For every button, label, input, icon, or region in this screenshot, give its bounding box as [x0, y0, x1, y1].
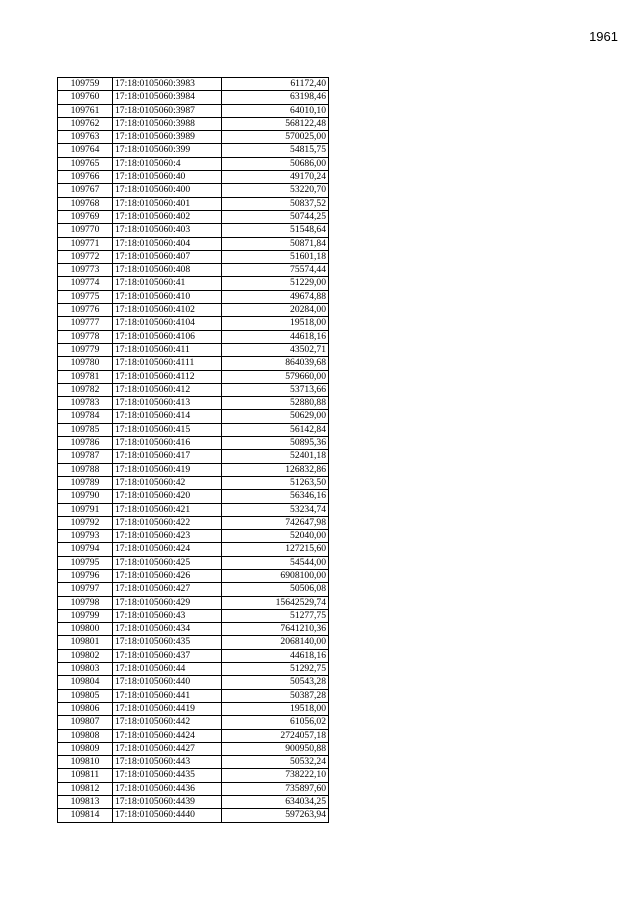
table-row: [58, 782, 329, 795]
table-row: [58, 343, 329, 356]
row-number-cell: 109768: [58, 197, 113, 210]
cadastral-value-cell: 56142,84: [222, 423, 329, 436]
cadastral-value-cell: 50895,36: [222, 437, 329, 450]
cadastral-number-cell: 17:18:0105060:407: [113, 250, 222, 263]
cadastral-number-cell: 17:18:0105060:40: [113, 171, 222, 184]
table-row: [58, 702, 329, 715]
cadastral-value-cell: 864039,68: [222, 357, 329, 370]
cadastral-number-cell: 17:18:0105060:417: [113, 450, 222, 463]
cadastral-value-cell: 61056,02: [222, 716, 329, 729]
table-row: [58, 290, 329, 303]
cadastral-value-table: [57, 77, 329, 823]
row-number-cell: 109776: [58, 304, 113, 317]
row-number-cell: 109813: [58, 796, 113, 809]
row-number-cell: 109803: [58, 663, 113, 676]
cadastral-number-cell: 17:18:0105060:425: [113, 556, 222, 569]
table-row: [58, 490, 329, 503]
cadastral-number-cell: 17:18:0105060:4424: [113, 729, 222, 742]
cadastral-value-cell: 54815,75: [222, 144, 329, 157]
table-row: [58, 569, 329, 582]
cadastral-value-cell: 19518,00: [222, 702, 329, 715]
table-row: [58, 264, 329, 277]
cadastral-number-cell: 17:18:0105060:44: [113, 663, 222, 676]
cadastral-value-cell: 15642529,74: [222, 596, 329, 609]
table-row: [58, 623, 329, 636]
cadastral-value-cell: 20284,00: [222, 304, 329, 317]
cadastral-value-cell: 54544,00: [222, 556, 329, 569]
table-row: [58, 357, 329, 370]
row-number-cell: 109791: [58, 503, 113, 516]
cadastral-number-cell: 17:18:0105060:408: [113, 264, 222, 277]
table-row: [58, 809, 329, 822]
cadastral-value-cell: 2724057,18: [222, 729, 329, 742]
cadastral-value-cell: 53234,74: [222, 503, 329, 516]
row-number-cell: 109799: [58, 609, 113, 622]
table-row: [58, 583, 329, 596]
table-row: [58, 237, 329, 250]
cadastral-value-cell: 63198,46: [222, 91, 329, 104]
cadastral-value-cell: 50871,84: [222, 237, 329, 250]
cadastral-value-cell: 50532,24: [222, 756, 329, 769]
table-row: [58, 104, 329, 117]
row-number-cell: 109773: [58, 264, 113, 277]
cadastral-number-cell: 17:18:0105060:401: [113, 197, 222, 210]
cadastral-number-cell: 17:18:0105060:4102: [113, 304, 222, 317]
cadastral-number-cell: 17:18:0105060:410: [113, 290, 222, 303]
cadastral-number-cell: 17:18:0105060:4439: [113, 796, 222, 809]
cadastral-number-cell: 17:18:0105060:4104: [113, 317, 222, 330]
row-number-cell: 109762: [58, 117, 113, 130]
cadastral-value-cell: 742647,98: [222, 516, 329, 529]
row-number-cell: 109765: [58, 157, 113, 170]
cadastral-number-cell: 17:18:0105060:3988: [113, 117, 222, 130]
cadastral-value-cell: 51229,00: [222, 277, 329, 290]
cadastral-value-cell: 50686,00: [222, 157, 329, 170]
table-row: [58, 769, 329, 782]
cadastral-number-cell: 17:18:0105060:3987: [113, 104, 222, 117]
table-row: [58, 277, 329, 290]
table-row: [58, 609, 329, 622]
table-row: [58, 503, 329, 516]
cadastral-value-cell: 51548,64: [222, 224, 329, 237]
cadastral-number-cell: 17:18:0105060:443: [113, 756, 222, 769]
table-row: [58, 756, 329, 769]
cadastral-value-cell: 44618,16: [222, 649, 329, 662]
cadastral-value-cell: 7641210,36: [222, 623, 329, 636]
row-number-cell: 109771: [58, 237, 113, 250]
table-row: [58, 450, 329, 463]
cadastral-number-cell: 17:18:0105060:419: [113, 463, 222, 476]
cadastral-number-cell: 17:18:0105060:440: [113, 676, 222, 689]
cadastral-value-cell: 579660,00: [222, 370, 329, 383]
cadastral-value-cell: 51601,18: [222, 250, 329, 263]
table-row: [58, 304, 329, 317]
cadastral-value-cell: 43502,71: [222, 343, 329, 356]
cadastral-number-cell: 17:18:0105060:420: [113, 490, 222, 503]
row-number-cell: 109767: [58, 184, 113, 197]
cadastral-number-cell: 17:18:0105060:4419: [113, 702, 222, 715]
cadastral-number-cell: 17:18:0105060:412: [113, 383, 222, 396]
row-number-cell: 109801: [58, 636, 113, 649]
row-number-cell: 109780: [58, 357, 113, 370]
table-row: [58, 78, 329, 91]
row-number-cell: 109794: [58, 543, 113, 556]
cadastral-value-cell: 56346,16: [222, 490, 329, 503]
table-body: [58, 78, 329, 823]
cadastral-value-cell: 126832,86: [222, 463, 329, 476]
row-number-cell: 109797: [58, 583, 113, 596]
table-row: [58, 117, 329, 130]
row-number-cell: 109761: [58, 104, 113, 117]
cadastral-number-cell: 17:18:0105060:42: [113, 476, 222, 489]
row-number-cell: 109763: [58, 131, 113, 144]
cadastral-number-cell: 17:18:0105060:424: [113, 543, 222, 556]
table-row: [58, 663, 329, 676]
table-row: [58, 543, 329, 556]
table-row: [58, 636, 329, 649]
cadastral-value-cell: 64010,10: [222, 104, 329, 117]
cadastral-value-cell: 570025,00: [222, 131, 329, 144]
cadastral-value-cell: 2068140,00: [222, 636, 329, 649]
row-number-cell: 109806: [58, 702, 113, 715]
row-number-cell: 109811: [58, 769, 113, 782]
table-row: [58, 250, 329, 263]
cadastral-number-cell: 17:18:0105060:3983: [113, 78, 222, 91]
cadastral-value-cell: 52880,88: [222, 397, 329, 410]
cadastral-value-cell: 597263,94: [222, 809, 329, 822]
row-number-cell: 109778: [58, 330, 113, 343]
cadastral-number-cell: 17:18:0105060:413: [113, 397, 222, 410]
table-row: [58, 437, 329, 450]
cadastral-number-cell: 17:18:0105060:402: [113, 210, 222, 223]
row-number-cell: 109760: [58, 91, 113, 104]
table-row: [58, 530, 329, 543]
row-number-cell: 109809: [58, 742, 113, 755]
table-row: [58, 596, 329, 609]
cadastral-value-cell: 52040,00: [222, 530, 329, 543]
row-number-cell: 109804: [58, 676, 113, 689]
table-row: [58, 317, 329, 330]
cadastral-value-cell: 735897,60: [222, 782, 329, 795]
row-number-cell: 109785: [58, 423, 113, 436]
cadastral-value-cell: 75574,44: [222, 264, 329, 277]
row-number-cell: 109774: [58, 277, 113, 290]
table-row: [58, 649, 329, 662]
row-number-cell: 109802: [58, 649, 113, 662]
table-row: [58, 210, 329, 223]
row-number-cell: 109764: [58, 144, 113, 157]
table-row: [58, 184, 329, 197]
cadastral-number-cell: 17:18:0105060:4435: [113, 769, 222, 782]
table-row: [58, 171, 329, 184]
page-number: 1961: [589, 29, 618, 44]
cadastral-value-cell: 49674,88: [222, 290, 329, 303]
cadastral-value-cell: 53713,66: [222, 383, 329, 396]
cadastral-value-cell: 50543,28: [222, 676, 329, 689]
cadastral-number-cell: 17:18:0105060:423: [113, 530, 222, 543]
row-number-cell: 109800: [58, 623, 113, 636]
cadastral-value-cell: 50744,25: [222, 210, 329, 223]
cadastral-number-cell: 17:18:0105060:426: [113, 569, 222, 582]
row-number-cell: 109775: [58, 290, 113, 303]
row-number-cell: 109798: [58, 596, 113, 609]
row-number-cell: 109783: [58, 397, 113, 410]
cadastral-number-cell: 17:18:0105060:435: [113, 636, 222, 649]
cadastral-number-cell: 17:18:0105060:416: [113, 437, 222, 450]
cadastral-value-cell: 19518,00: [222, 317, 329, 330]
row-number-cell: 109790: [58, 490, 113, 503]
cadastral-value-cell: 44618,16: [222, 330, 329, 343]
cadastral-number-cell: 17:18:0105060:400: [113, 184, 222, 197]
cadastral-number-cell: 17:18:0105060:404: [113, 237, 222, 250]
row-number-cell: 109772: [58, 250, 113, 263]
cadastral-number-cell: 17:18:0105060:427: [113, 583, 222, 596]
row-number-cell: 109805: [58, 689, 113, 702]
cadastral-number-cell: 17:18:0105060:403: [113, 224, 222, 237]
table-row: [58, 742, 329, 755]
table-row: [58, 131, 329, 144]
cadastral-value-cell: 50837,52: [222, 197, 329, 210]
table-row: [58, 729, 329, 742]
cadastral-number-cell: 17:18:0105060:4427: [113, 742, 222, 755]
table-row: [58, 676, 329, 689]
table-row: [58, 463, 329, 476]
table-row: [58, 796, 329, 809]
cadastral-number-cell: 17:18:0105060:442: [113, 716, 222, 729]
table-row: [58, 516, 329, 529]
row-number-cell: 109810: [58, 756, 113, 769]
row-number-cell: 109814: [58, 809, 113, 822]
row-number-cell: 109766: [58, 171, 113, 184]
cadastral-value-cell: 52401,18: [222, 450, 329, 463]
cadastral-value-cell: 61172,40: [222, 78, 329, 91]
cadastral-number-cell: 17:18:0105060:429: [113, 596, 222, 609]
cadastral-number-cell: 17:18:0105060:4440: [113, 809, 222, 822]
table-row: [58, 716, 329, 729]
table-row: [58, 197, 329, 210]
cadastral-value-cell: 634034,25: [222, 796, 329, 809]
table-row: [58, 224, 329, 237]
cadastral-value-cell: 127215,60: [222, 543, 329, 556]
cadastral-number-cell: 17:18:0105060:415: [113, 423, 222, 436]
row-number-cell: 109786: [58, 437, 113, 450]
table-row: [58, 689, 329, 702]
table-row: [58, 330, 329, 343]
table-row: [58, 157, 329, 170]
table-row: [58, 144, 329, 157]
table-row: [58, 397, 329, 410]
row-number-cell: 109781: [58, 370, 113, 383]
cadastral-number-cell: 17:18:0105060:421: [113, 503, 222, 516]
row-number-cell: 109787: [58, 450, 113, 463]
row-number-cell: 109784: [58, 410, 113, 423]
cadastral-value-cell: 49170,24: [222, 171, 329, 184]
cadastral-number-cell: 17:18:0105060:4112: [113, 370, 222, 383]
cadastral-value-cell: 50629,00: [222, 410, 329, 423]
cadastral-number-cell: 17:18:0105060:4111: [113, 357, 222, 370]
row-number-cell: 109788: [58, 463, 113, 476]
row-number-cell: 109795: [58, 556, 113, 569]
cadastral-value-cell: 738222,10: [222, 769, 329, 782]
row-number-cell: 109769: [58, 210, 113, 223]
row-number-cell: 109782: [58, 383, 113, 396]
cadastral-number-cell: 17:18:0105060:3984: [113, 91, 222, 104]
cadastral-number-cell: 17:18:0105060:4: [113, 157, 222, 170]
row-number-cell: 109807: [58, 716, 113, 729]
table-row: [58, 556, 329, 569]
row-number-cell: 109759: [58, 78, 113, 91]
cadastral-number-cell: 17:18:0105060:4106: [113, 330, 222, 343]
cadastral-value-cell: 53220,70: [222, 184, 329, 197]
row-number-cell: 109792: [58, 516, 113, 529]
cadastral-value-cell: 51263,50: [222, 476, 329, 489]
table-row: [58, 91, 329, 104]
cadastral-number-cell: 17:18:0105060:399: [113, 144, 222, 157]
row-number-cell: 109796: [58, 569, 113, 582]
cadastral-number-cell: 17:18:0105060:3989: [113, 131, 222, 144]
table-row: [58, 423, 329, 436]
cadastral-number-cell: 17:18:0105060:43: [113, 609, 222, 622]
cadastral-number-cell: 17:18:0105060:434: [113, 623, 222, 636]
row-number-cell: 109812: [58, 782, 113, 795]
cadastral-number-cell: 17:18:0105060:414: [113, 410, 222, 423]
row-number-cell: 109808: [58, 729, 113, 742]
row-number-cell: 109779: [58, 343, 113, 356]
cadastral-value-cell: 568122,48: [222, 117, 329, 130]
cadastral-value-cell: 51292,75: [222, 663, 329, 676]
cadastral-value-cell: 50387,28: [222, 689, 329, 702]
cadastral-value-cell: 50506,08: [222, 583, 329, 596]
row-number-cell: 109793: [58, 530, 113, 543]
cadastral-value-cell: 900950,88: [222, 742, 329, 755]
cadastral-number-cell: 17:18:0105060:411: [113, 343, 222, 356]
table-row: [58, 370, 329, 383]
table-row: [58, 476, 329, 489]
cadastral-value-cell: 6908100,00: [222, 569, 329, 582]
cadastral-number-cell: 17:18:0105060:437: [113, 649, 222, 662]
row-number-cell: 109789: [58, 476, 113, 489]
cadastral-number-cell: 17:18:0105060:441: [113, 689, 222, 702]
row-number-cell: 109770: [58, 224, 113, 237]
table-row: [58, 383, 329, 396]
row-number-cell: 109777: [58, 317, 113, 330]
cadastral-number-cell: 17:18:0105060:4436: [113, 782, 222, 795]
cadastral-number-cell: 17:18:0105060:41: [113, 277, 222, 290]
table-row: [58, 410, 329, 423]
cadastral-number-cell: 17:18:0105060:422: [113, 516, 222, 529]
cadastral-value-cell: 51277,75: [222, 609, 329, 622]
